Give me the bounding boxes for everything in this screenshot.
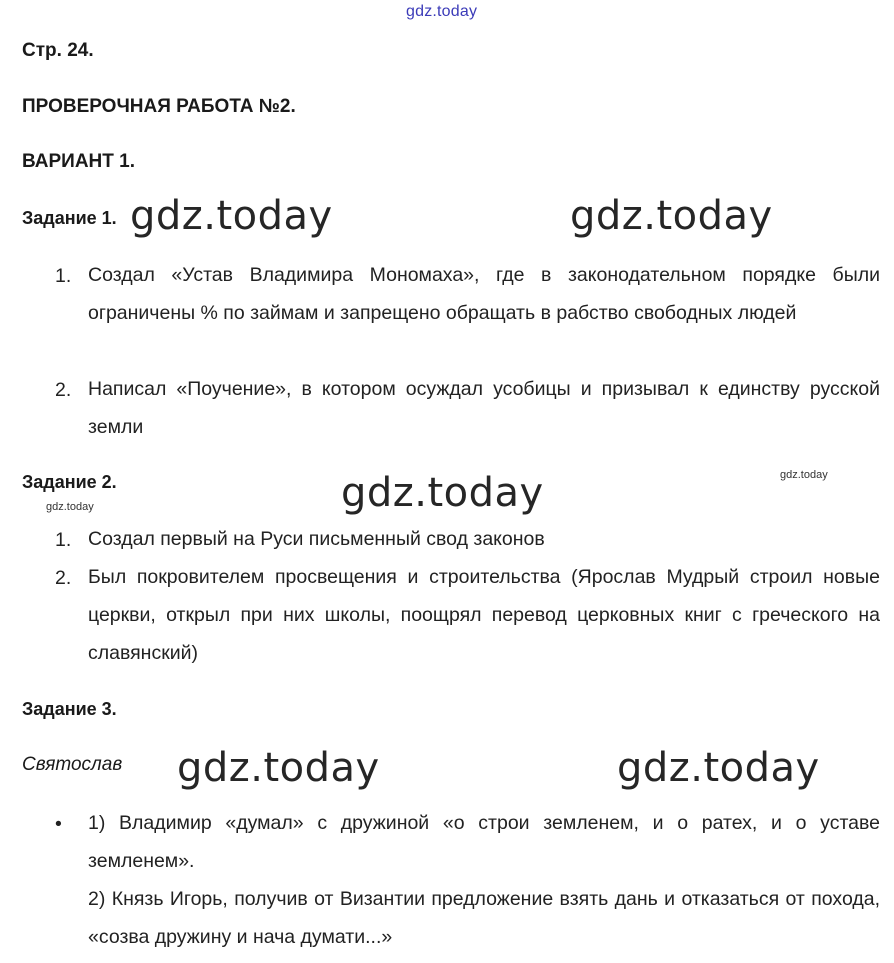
page-label: Стр. 24.: [22, 40, 94, 61]
task-1-title: Задание 1.: [22, 208, 117, 228]
list-item-text: 2) Князь Игорь, получив от Византии предложение взять дань и отказаться от похода, «созва дружину и нача думати...»: [88, 888, 880, 948]
variant-title: ВАРИАНТ 1.: [22, 151, 135, 172]
list-item-number: 1.: [55, 529, 72, 551]
watermark-big: gdz.today: [177, 745, 380, 791]
watermark-small: gdz.today: [46, 501, 94, 513]
task-3-title: Задание 3.: [22, 699, 117, 719]
list-item-number: 2.: [55, 379, 72, 401]
list-item-number: 1.: [55, 265, 72, 287]
watermark-big: gdz.today: [617, 745, 820, 791]
watermark-top: gdz.today: [406, 3, 478, 20]
list-item-text: Создал первый на Руси письменный свод законов: [88, 528, 545, 550]
watermark-big: gdz.today: [570, 193, 773, 239]
answer-text: Святослав: [22, 754, 123, 775]
list-item-number: 2.: [55, 567, 72, 589]
bullet: •: [55, 813, 62, 835]
task-2-title: Задание 2.: [22, 472, 117, 492]
watermark-big: gdz.today: [341, 470, 544, 516]
work-title: ПРОВЕРОЧНАЯ РАБОТА №2.: [22, 96, 296, 117]
list-item-text: Написал «Поучение», в котором осуждал усобицы и призывал к единству русской земли: [88, 378, 880, 438]
watermark-small: gdz.today: [780, 469, 828, 481]
list-item-text: 1) Владимир «думал» с дружиной «о строи земленем, и о ратех, и о уставе земленем».: [88, 812, 880, 872]
list-item-text: Был покровителем просвещения и строительства (Ярослав Мудрый строил новые церкви, открыл при них школы, поощрял перевод церковных книг с греческого на славянский): [88, 566, 880, 664]
list-item-text: Создал «Устав Владимира Мономаха», где в законодательном порядке были ограничены % по займам и запрещено обращать в рабство свободных людей: [88, 264, 880, 324]
watermark-big: gdz.today: [130, 193, 333, 239]
